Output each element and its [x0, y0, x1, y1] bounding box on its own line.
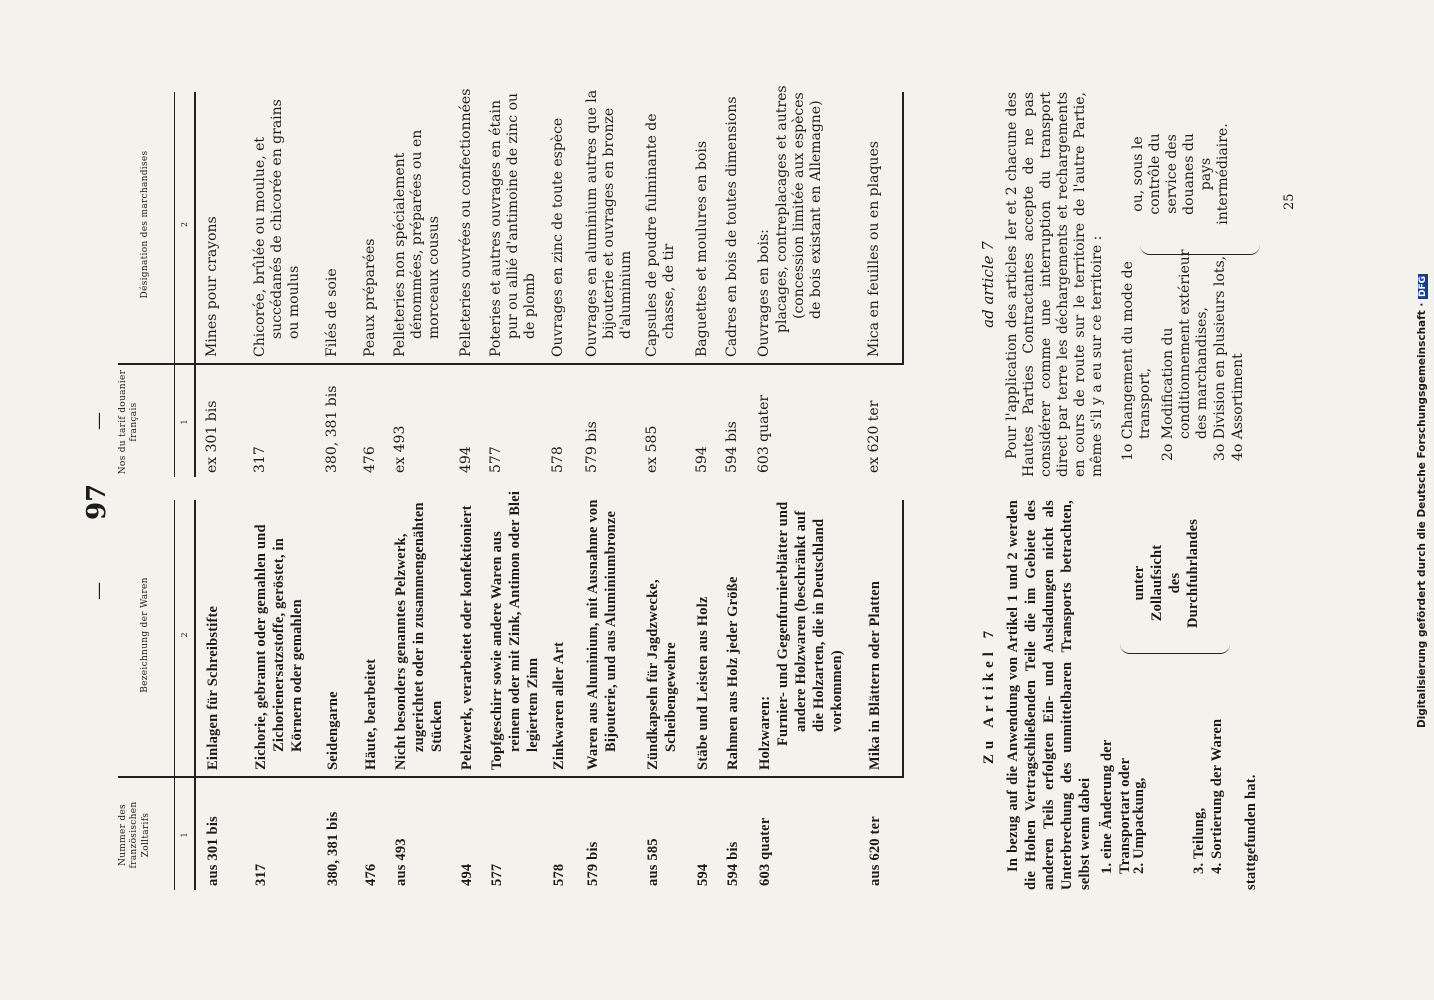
credit-line: [1416, 6, 1428, 996]
german-row-description: Zinkwaren aller Art: [551, 641, 567, 770]
german-row-number: aus 493: [393, 838, 409, 886]
french-row-description: Pelleteries ouvrées ou confectionnées: [458, 88, 474, 357]
german-row-number: 494: [459, 863, 475, 886]
header-dash-left: —: [88, 582, 109, 600]
german-list-item: 1. eine Änderung der Transportart oder: [1099, 739, 1133, 874]
german-row-number: 476: [363, 863, 379, 886]
french-row-number: 494: [458, 446, 474, 473]
german-row-description: Rahmen aus Holz jeder Größe: [725, 576, 741, 770]
french-row-number: 380, 381 bis: [324, 385, 340, 473]
german-row-description: Seidengarne: [325, 691, 341, 770]
german-brace-text: unter Zollaufsicht des Durchfuhrlandes: [1131, 518, 1201, 628]
french-row-description: Mines pour crayons: [204, 216, 220, 357]
french-row-number: 594: [694, 446, 710, 473]
french-row-number: ex 620 ter: [866, 400, 882, 473]
german-article-text: In bezug auf die Anwendung von Artikel 1 und 2 werden die Hohen Vertragschließenden Teile die im Gebiete des anderen Teils erfolgten Ein- und Ausladungen nicht als Unterbrechung des unmittelbaren Transports betrachten, selbst wenn dabei: [1005, 500, 1093, 890]
german-col1-header: Nummer des französischen Zolltarifs: [118, 801, 151, 869]
french-col-divider: [118, 364, 902, 366]
french-rule-bottom: [902, 92, 904, 365]
german-row-description: Holzwaren:: [757, 695, 773, 770]
french-list-item: 4o Assortiment: [1230, 353, 1246, 461]
french-col1-header: Nos du tarif douanier français: [118, 369, 140, 475]
german-row-description: Waren aus Aluminium, mit Ausnahme von Bijouterie, und aus Aluminiumbronze: [585, 499, 619, 770]
german-list-item: 2. Umpackung,: [1131, 777, 1147, 874]
german-row-description: Pelzwerk, verarbeitet oder konfektioniert: [459, 505, 475, 770]
german-list-item: 4. Sortierung der Waren: [1209, 718, 1225, 874]
german-list-item: 3. Teilung,: [1191, 807, 1207, 874]
german-row-subdescription: Furnier- und Gegenfurnierblätter und andere Holzwaren (beschränkt auf die Holzarten, die in Deutschland vorkommen): [775, 501, 845, 746]
french-article: [980, 92, 1434, 477]
german-col1-number: 1: [180, 832, 189, 838]
digitization-credit: [1416, 6, 1434, 996]
french-col2-header: Désignation des marchandises: [140, 150, 150, 299]
french-row-number: 603 quater: [756, 394, 772, 473]
french-row-number: ex 493: [392, 425, 408, 473]
french-list-item: 3o Division en plusieurs lots,: [1212, 255, 1228, 461]
footer-page-number: 25: [1282, 193, 1297, 210]
footer-block: [1282, 180, 1302, 210]
french-row-subdescription: placages, contreplacages et autres (concession limitée aux espèces de bois existant en Allemagne): [774, 85, 824, 333]
german-row-description: Zündkapseln für Jagdzwecke, Scheibengewehre: [645, 579, 679, 770]
french-row-number: 317: [252, 446, 268, 473]
french-rule-head: [194, 92, 196, 477]
german-row-number: aus 301 bis: [205, 816, 221, 886]
french-article-text: Pour l'application des articles Ier et 2 chacune des Hautes Parties Contractantes accepte de ne pas considérer comme une interruption du transport direct par terre les déchargements et rechargements en cours de route sur le territoire de l'autre Partie, même s'il y a eu sur ce territoire :: [1004, 92, 1105, 477]
german-row-description: Einlagen für Schreibstifte: [205, 605, 221, 770]
german-rule-mid: [174, 500, 175, 890]
german-rule-head: [194, 500, 196, 890]
french-row-description: Chicorée, brûlée ou moulue, et succédanés de chicorée en grains ou moulus: [252, 99, 302, 357]
french-brace-text: ou, sous le contrôle du service des douanes du pays intermédiaire.: [1130, 123, 1231, 225]
german-brace: [1120, 633, 1230, 654]
german-row-description: Zichorie, gebrannt oder gemahlen und Zichorienersatzstoffe, geröstet, in Körnern oder gemahlen: [253, 524, 305, 770]
german-article: [980, 500, 1434, 890]
credit-text: Digitalisierung gefördert durch die Deutsche Forschungsgemeinschaft ·: [1416, 298, 1428, 729]
french-row-number: ex 585: [644, 425, 660, 473]
german-row-number: 579 bis: [585, 841, 601, 886]
french-article-title: ad article 7: [979, 241, 997, 328]
german-row-description: Mika in Blättern oder Platten: [867, 580, 883, 770]
french-row-description: Ouvrages en bois:: [756, 229, 772, 357]
french-row-description: Poteries et autres ouvrages en étain pur ou allié d'antimoine de zinc ou de plomb: [488, 92, 538, 357]
german-col2-number: 2: [180, 632, 189, 638]
german-row-number: 380, 381 bis: [325, 811, 341, 886]
french-row-description: Mica en feuilles ou en plaques: [866, 141, 882, 357]
german-article-title: Zu Artikel 7: [981, 625, 997, 765]
german-row-number: aus 585: [645, 838, 661, 886]
page-number: 97: [82, 483, 112, 520]
german-row-number: 317: [253, 863, 269, 886]
french-row-number: ex 301 bis: [204, 400, 220, 473]
french-row-description: Pelleteries non spécialement dénommées, préparées ou en morceaux cousus: [392, 129, 442, 357]
german-row-description: Häute, bearbeitet: [363, 658, 379, 770]
french-row-number: 578: [550, 446, 566, 473]
german-row-number: 594 bis: [725, 841, 741, 886]
german-row-number: aus 620 ter: [867, 816, 883, 886]
german-row-number: 578: [551, 863, 567, 886]
french-rule-mid: [174, 92, 175, 477]
page-header: [82, 400, 122, 600]
dfg-logo: DFG: [1418, 275, 1428, 297]
french-col2-number: 2: [180, 221, 189, 228]
german-row-description: Stäbe und Leisten aus Holz: [695, 596, 711, 770]
french-list-item: 1o Changement du mode de transport,: [1120, 261, 1153, 461]
german-closing: stattgefunden hat.: [1243, 774, 1259, 890]
german-row-description: Topfgeschirr sowie andere Waren aus reinem oder mit Zink, Antimon oder Blei legiertem Zinn: [489, 490, 541, 770]
french-row-number: 594 bis: [724, 421, 740, 473]
german-row-number: 603 quater: [757, 817, 773, 886]
french-row-description: Ouvrages en aluminium autres que la bijouterie et ouvrages en bronze d'aluminium: [584, 89, 634, 357]
french-row-number: 579 bis: [584, 421, 600, 473]
german-col2-header: Bezeichnung der Waren: [140, 577, 150, 693]
french-row-description: Cadres en bois de toutes dimensions: [724, 96, 740, 357]
header-dash-right: —: [88, 412, 109, 430]
french-row-description: Capsules de poudre fulminante de chasse, de tir: [644, 113, 677, 357]
german-row-number: 594: [695, 863, 711, 886]
german-rule-bottom: [902, 500, 904, 778]
french-list-item: 2o Modification du conditionnement extérieur des marchandises,: [1160, 249, 1210, 461]
french-row-description: Ouvrages en zinc de toute espèce: [550, 117, 566, 357]
german-col-divider: [118, 777, 902, 779]
french-row-description: Filés de soie: [324, 268, 340, 357]
german-row-number: 577: [489, 863, 505, 886]
french-row-description: Baguettes et moulures en bois: [694, 140, 710, 357]
german-row-description: Nicht besonders genanntes Pelzwerk, zugerichtet oder in zusammengenähten Stücken: [393, 502, 445, 770]
french-row-number: 476: [362, 446, 378, 473]
french-row-description: Peaux préparées: [362, 238, 378, 357]
french-row-number: 577: [488, 446, 504, 473]
french-col1-number: 1: [180, 419, 189, 425]
french-brace: [1140, 234, 1260, 255]
